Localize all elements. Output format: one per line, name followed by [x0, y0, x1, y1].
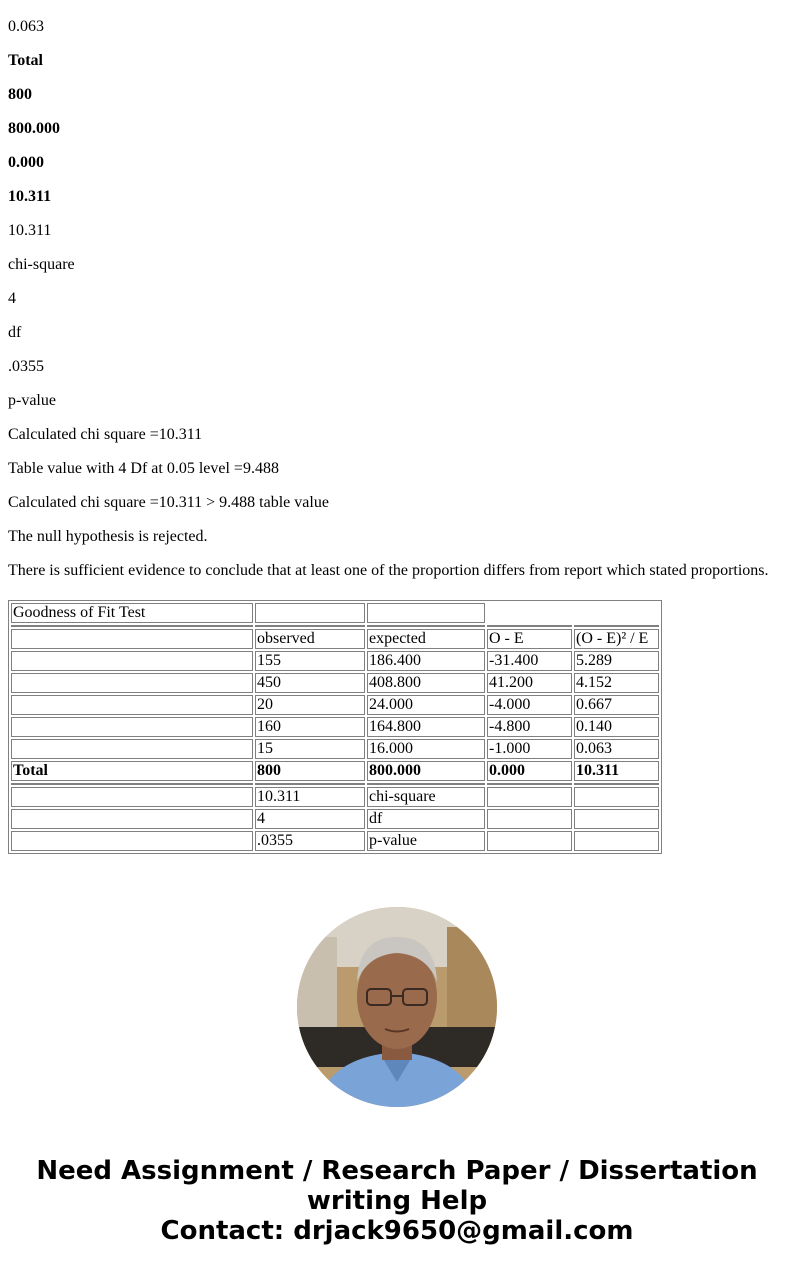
- table-cell: 0.140: [574, 717, 659, 737]
- table-cell: 4.152: [574, 673, 659, 693]
- text-lines: [8, 0, 788, 596]
- table-footer-row: [11, 809, 659, 829]
- promo-contact: Contact: drjack9650@gmail.com: [160, 1216, 634, 1246]
- table-cell: [11, 625, 253, 627]
- table-cell: 41.200: [487, 673, 572, 693]
- table-cell: 0.063: [574, 739, 659, 759]
- table-cell: observed: [255, 629, 365, 649]
- table-title-row: [11, 603, 659, 623]
- table-cell: .0355: [255, 831, 365, 851]
- text-line: 10.311: [8, 222, 52, 239]
- table-cell: [487, 787, 572, 807]
- table-cell: 10.311: [574, 761, 659, 781]
- table-cell: (O - E)² / E: [574, 629, 659, 649]
- table-cell: [487, 783, 572, 785]
- text-line: 800: [8, 86, 32, 103]
- text-line: Calculated chi square =10.311 > 9.488 table value: [8, 494, 329, 511]
- text-line: Calculated chi square =10.311: [8, 426, 203, 443]
- text-line: 0.000: [8, 154, 44, 171]
- table-cell: -4.800: [487, 717, 572, 737]
- table-cell: [574, 831, 659, 851]
- table-cell: [487, 831, 572, 851]
- text-line: 10.311: [8, 188, 52, 205]
- table-cell: [574, 787, 659, 807]
- table-cell: 16.000: [367, 739, 485, 759]
- table-cell: [367, 783, 485, 785]
- table-title: Goodness of Fit Test: [11, 603, 253, 623]
- table-cell: [487, 809, 572, 829]
- table-cell: [487, 625, 572, 627]
- table-cell: chi-square: [367, 787, 485, 807]
- table-cell: [255, 625, 365, 627]
- table-cell: 5.289: [574, 651, 659, 671]
- table-cell: [11, 673, 253, 693]
- goodness-of-fit-table: [8, 600, 662, 854]
- text-line: There is sufficient evidence to conclude that at least one of the proportion differs from report which stated proportions.: [8, 562, 769, 579]
- table-cell: [367, 625, 485, 627]
- table-row: [11, 673, 659, 693]
- table-cell: 4: [255, 809, 365, 829]
- table-cell: [255, 783, 365, 785]
- table-cell: expected: [367, 629, 485, 649]
- promo-line-1: Need Assignment / Research Paper / Dissertation: [36, 1156, 758, 1186]
- table-cell: [11, 787, 253, 807]
- table-cell: [11, 651, 253, 671]
- table-cell: 164.800: [367, 717, 485, 737]
- table-cell: [11, 695, 253, 715]
- table-footer-row: [11, 787, 659, 807]
- table-cell: 186.400: [367, 651, 485, 671]
- text-line: The null hypothesis is rejected.: [8, 528, 208, 545]
- text-line: 4: [8, 290, 16, 307]
- table-cell: 800: [255, 761, 365, 781]
- table-cell: [11, 629, 253, 649]
- table-cell: p-value: [367, 831, 485, 851]
- table-cell: [574, 625, 659, 627]
- text-line: Total: [8, 52, 43, 69]
- table-cell: 20: [255, 695, 365, 715]
- text-line: [8, 0, 788, 18]
- table-cell: 408.800: [367, 673, 485, 693]
- table-cell: [11, 717, 253, 737]
- text-line: 800.000: [8, 120, 60, 137]
- table-cell: 160: [255, 717, 365, 737]
- table-cell: -1.000: [487, 739, 572, 759]
- table-cell: [574, 783, 659, 785]
- table-separator: [11, 625, 659, 627]
- table-cell: [367, 603, 485, 623]
- table-cell: -4.000: [487, 695, 572, 715]
- text-line: df: [8, 324, 22, 341]
- table-cell: [487, 603, 572, 623]
- table-cell: [11, 783, 253, 785]
- promo-line-2: writing Help: [306, 1186, 488, 1216]
- author-avatar: [297, 907, 497, 1107]
- table-cell: 450: [255, 673, 365, 693]
- table-row: [11, 717, 659, 737]
- table-cell: 0.667: [574, 695, 659, 715]
- table-cell: 24.000: [367, 695, 485, 715]
- table-row: [11, 651, 659, 671]
- table-row: [11, 739, 659, 759]
- table-cell: Total: [11, 761, 253, 781]
- text-line: chi-square: [8, 256, 75, 273]
- table-cell: 0.000: [487, 761, 572, 781]
- table-cell: 10.311: [255, 787, 365, 807]
- table-cell: df: [367, 809, 485, 829]
- table-row: [11, 695, 659, 715]
- table-cell: [574, 603, 659, 623]
- table-cell: 155: [255, 651, 365, 671]
- table-separator: [11, 783, 659, 785]
- table-cell: [255, 603, 365, 623]
- table-cell: [574, 809, 659, 829]
- text-line: Table value with 4 Df at 0.05 level =9.488: [8, 460, 279, 477]
- table-cell: [11, 831, 253, 851]
- table-total-row: [11, 761, 659, 781]
- author-photo: [297, 907, 497, 1107]
- table-cell: -31.400: [487, 651, 572, 671]
- table-cell: [11, 739, 253, 759]
- table-cell: O - E: [487, 629, 572, 649]
- text-line: .0355: [8, 358, 44, 375]
- table-header-row: [11, 629, 659, 649]
- promo-banner: [0, 1156, 794, 1246]
- table-cell: 15: [255, 739, 365, 759]
- text-line: 0.063: [8, 18, 44, 35]
- table-cell: 800.000: [367, 761, 485, 781]
- text-line: p-value: [8, 392, 56, 409]
- table-cell: [11, 809, 253, 829]
- table-footer-row: [11, 831, 659, 851]
